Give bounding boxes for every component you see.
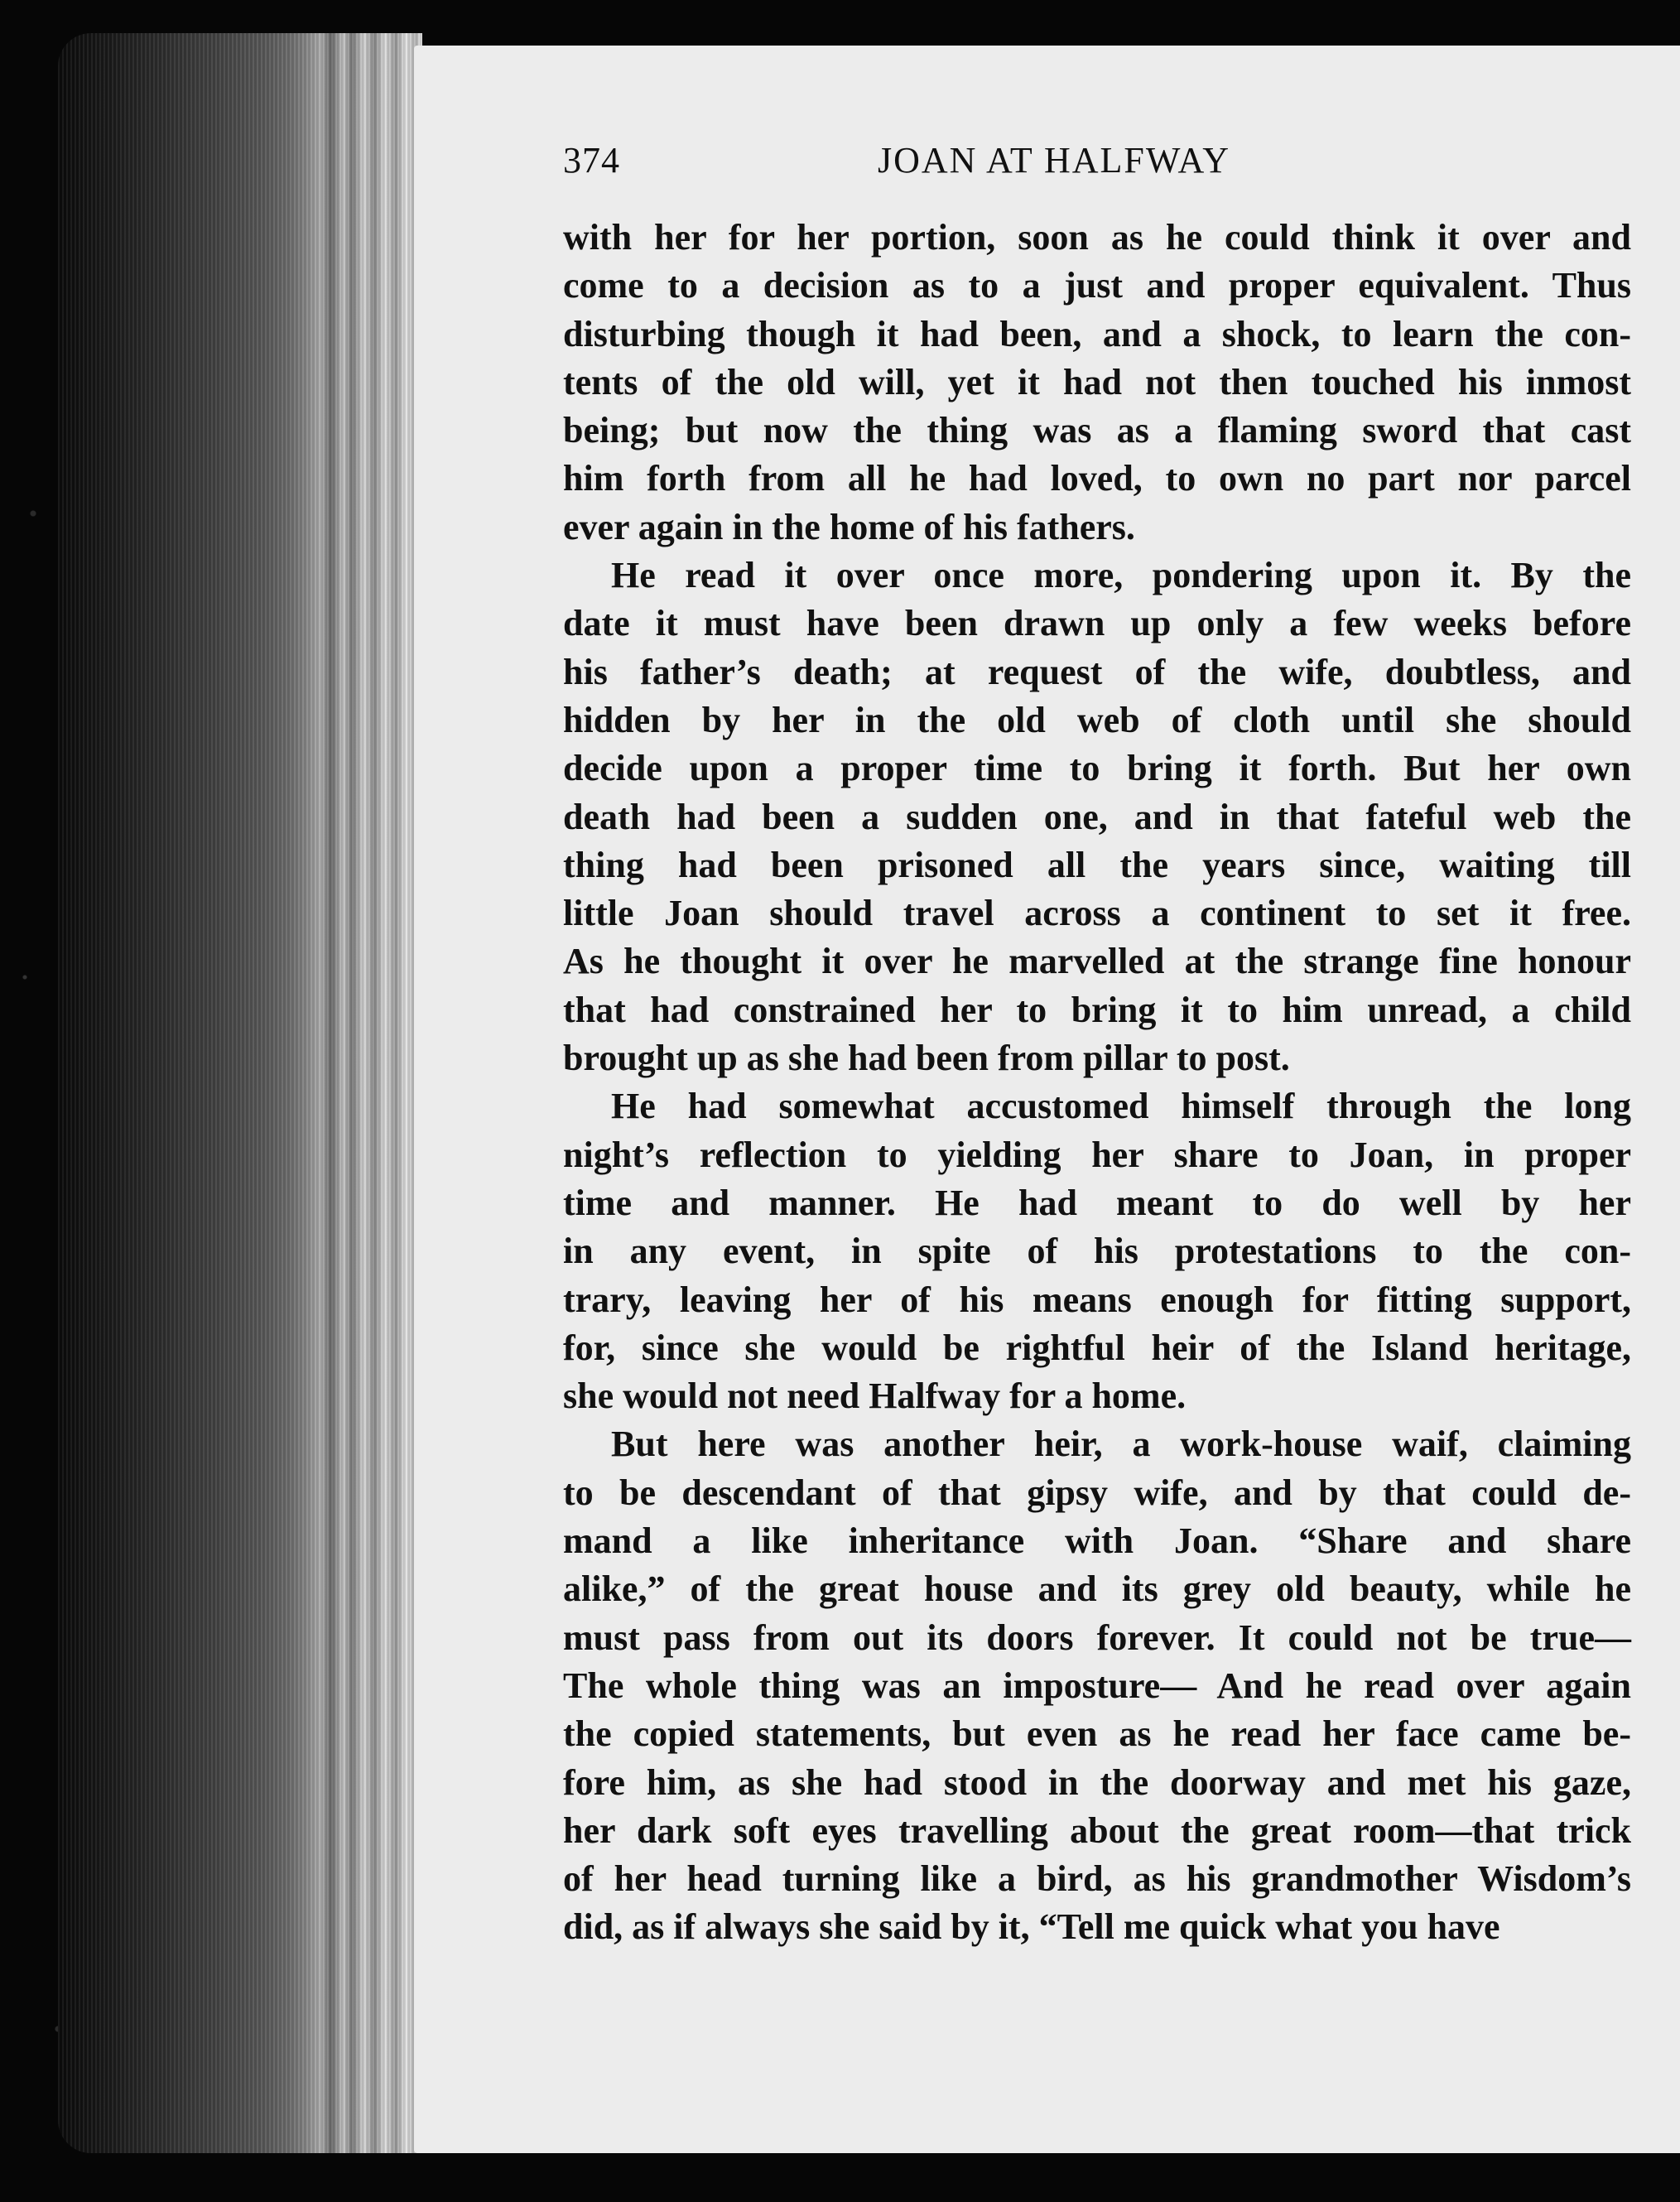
text-line: mand a like inheritance with Joan. “Share and share	[563, 1520, 1631, 1562]
text-line: the copied statements, but even as he read her face came be-	[563, 1713, 1631, 1755]
paragraph	[563, 1082, 1631, 1420]
text-line: in any event, in spite of his protestations to the con-	[563, 1231, 1631, 1272]
text-line: date it must have been drawn up only a few weeks before	[563, 603, 1631, 644]
text-line: time and manner. He had meant to do well by her	[563, 1182, 1631, 1223]
text-line: He had somewhat accustomed himself through the long	[611, 1086, 1631, 1127]
text-line: thing had been prisoned all the years since, waiting till	[563, 844, 1631, 885]
text-line: being; but now the thing was as a flaming sword that cast	[563, 410, 1631, 451]
paragraph	[563, 214, 1631, 552]
text-line: The whole thing was an imposture— And he read over again	[563, 1665, 1631, 1706]
text-line: him forth from all he had loved, to own no part nor parcel	[563, 458, 1631, 499]
text-line: did, as if always she said by it, “Tell me quick what you have	[563, 1906, 1500, 1948]
text-line: must pass from out its doors forever. It could not be true—	[563, 1617, 1631, 1658]
text-line: disturbing though it had been, and a shock, to learn the con-	[563, 313, 1631, 354]
book-page-edges	[58, 33, 422, 2153]
text-line: decide upon a proper time to bring it forth. But her own	[563, 748, 1631, 789]
text-line: hidden by her in the old web of cloth until she should	[563, 699, 1631, 740]
text-line: night’s reflection to yielding her share to Joan, in proper	[563, 1134, 1631, 1175]
text-line: alike,” of the great house and its grey old beauty, while he	[563, 1568, 1631, 1610]
text-line: of her head turning like a bird, as his grandmother Wisdom’s	[563, 1858, 1631, 1900]
text-line: tents of the old will, yet it had not then touched his inmost	[563, 361, 1631, 402]
text-line: death had been a sudden one, and in that fateful web the	[563, 796, 1631, 837]
paragraph	[563, 552, 1631, 1082]
text-line: ever again in the home of his fathers.	[563, 506, 1135, 547]
text-line: But here was another heir, a work-house waif, claiming	[611, 1424, 1631, 1465]
paragraph	[563, 1420, 1631, 1951]
text-line: come to a decision as to a just and proper equivalent. Thus	[563, 265, 1631, 306]
text-line: fore him, as she had stood in the doorway and met his gaze,	[563, 1761, 1631, 1803]
text-line: little Joan should travel across a continent to set it free.	[563, 893, 1631, 934]
text-line: that had constrained her to bring it to him unread, a child	[563, 989, 1631, 1030]
running-head	[563, 139, 1325, 189]
text-line: to be descendant of that gipsy wife, and by that could de-	[563, 1472, 1631, 1513]
text-line: for, since she would be rightful heir of the Island heritage,	[563, 1327, 1631, 1368]
text-line: with her for her portion, soon as he could think it over and	[563, 217, 1631, 258]
running-title: JOAN AT HALFWAY	[878, 140, 1231, 181]
text-line: she would not need Halfway for a home.	[563, 1376, 1187, 1417]
text-line: his father’s death; at request of the wife, doubtless, and	[563, 651, 1631, 692]
text-line: He read it over once more, pondering upon it. By the	[611, 555, 1631, 596]
text-line: trary, leaving her of his means enough for fitting support,	[563, 1279, 1631, 1320]
page-number: 374	[563, 140, 620, 181]
text-line: her dark soft eyes travelling about the great room—that trick	[563, 1809, 1631, 1851]
text-line: As he thought it over he marvelled at the strange fine honour	[563, 941, 1631, 982]
body-text	[563, 214, 1631, 1952]
text-line: brought up as she had been from pillar to post.	[563, 1038, 1290, 1079]
